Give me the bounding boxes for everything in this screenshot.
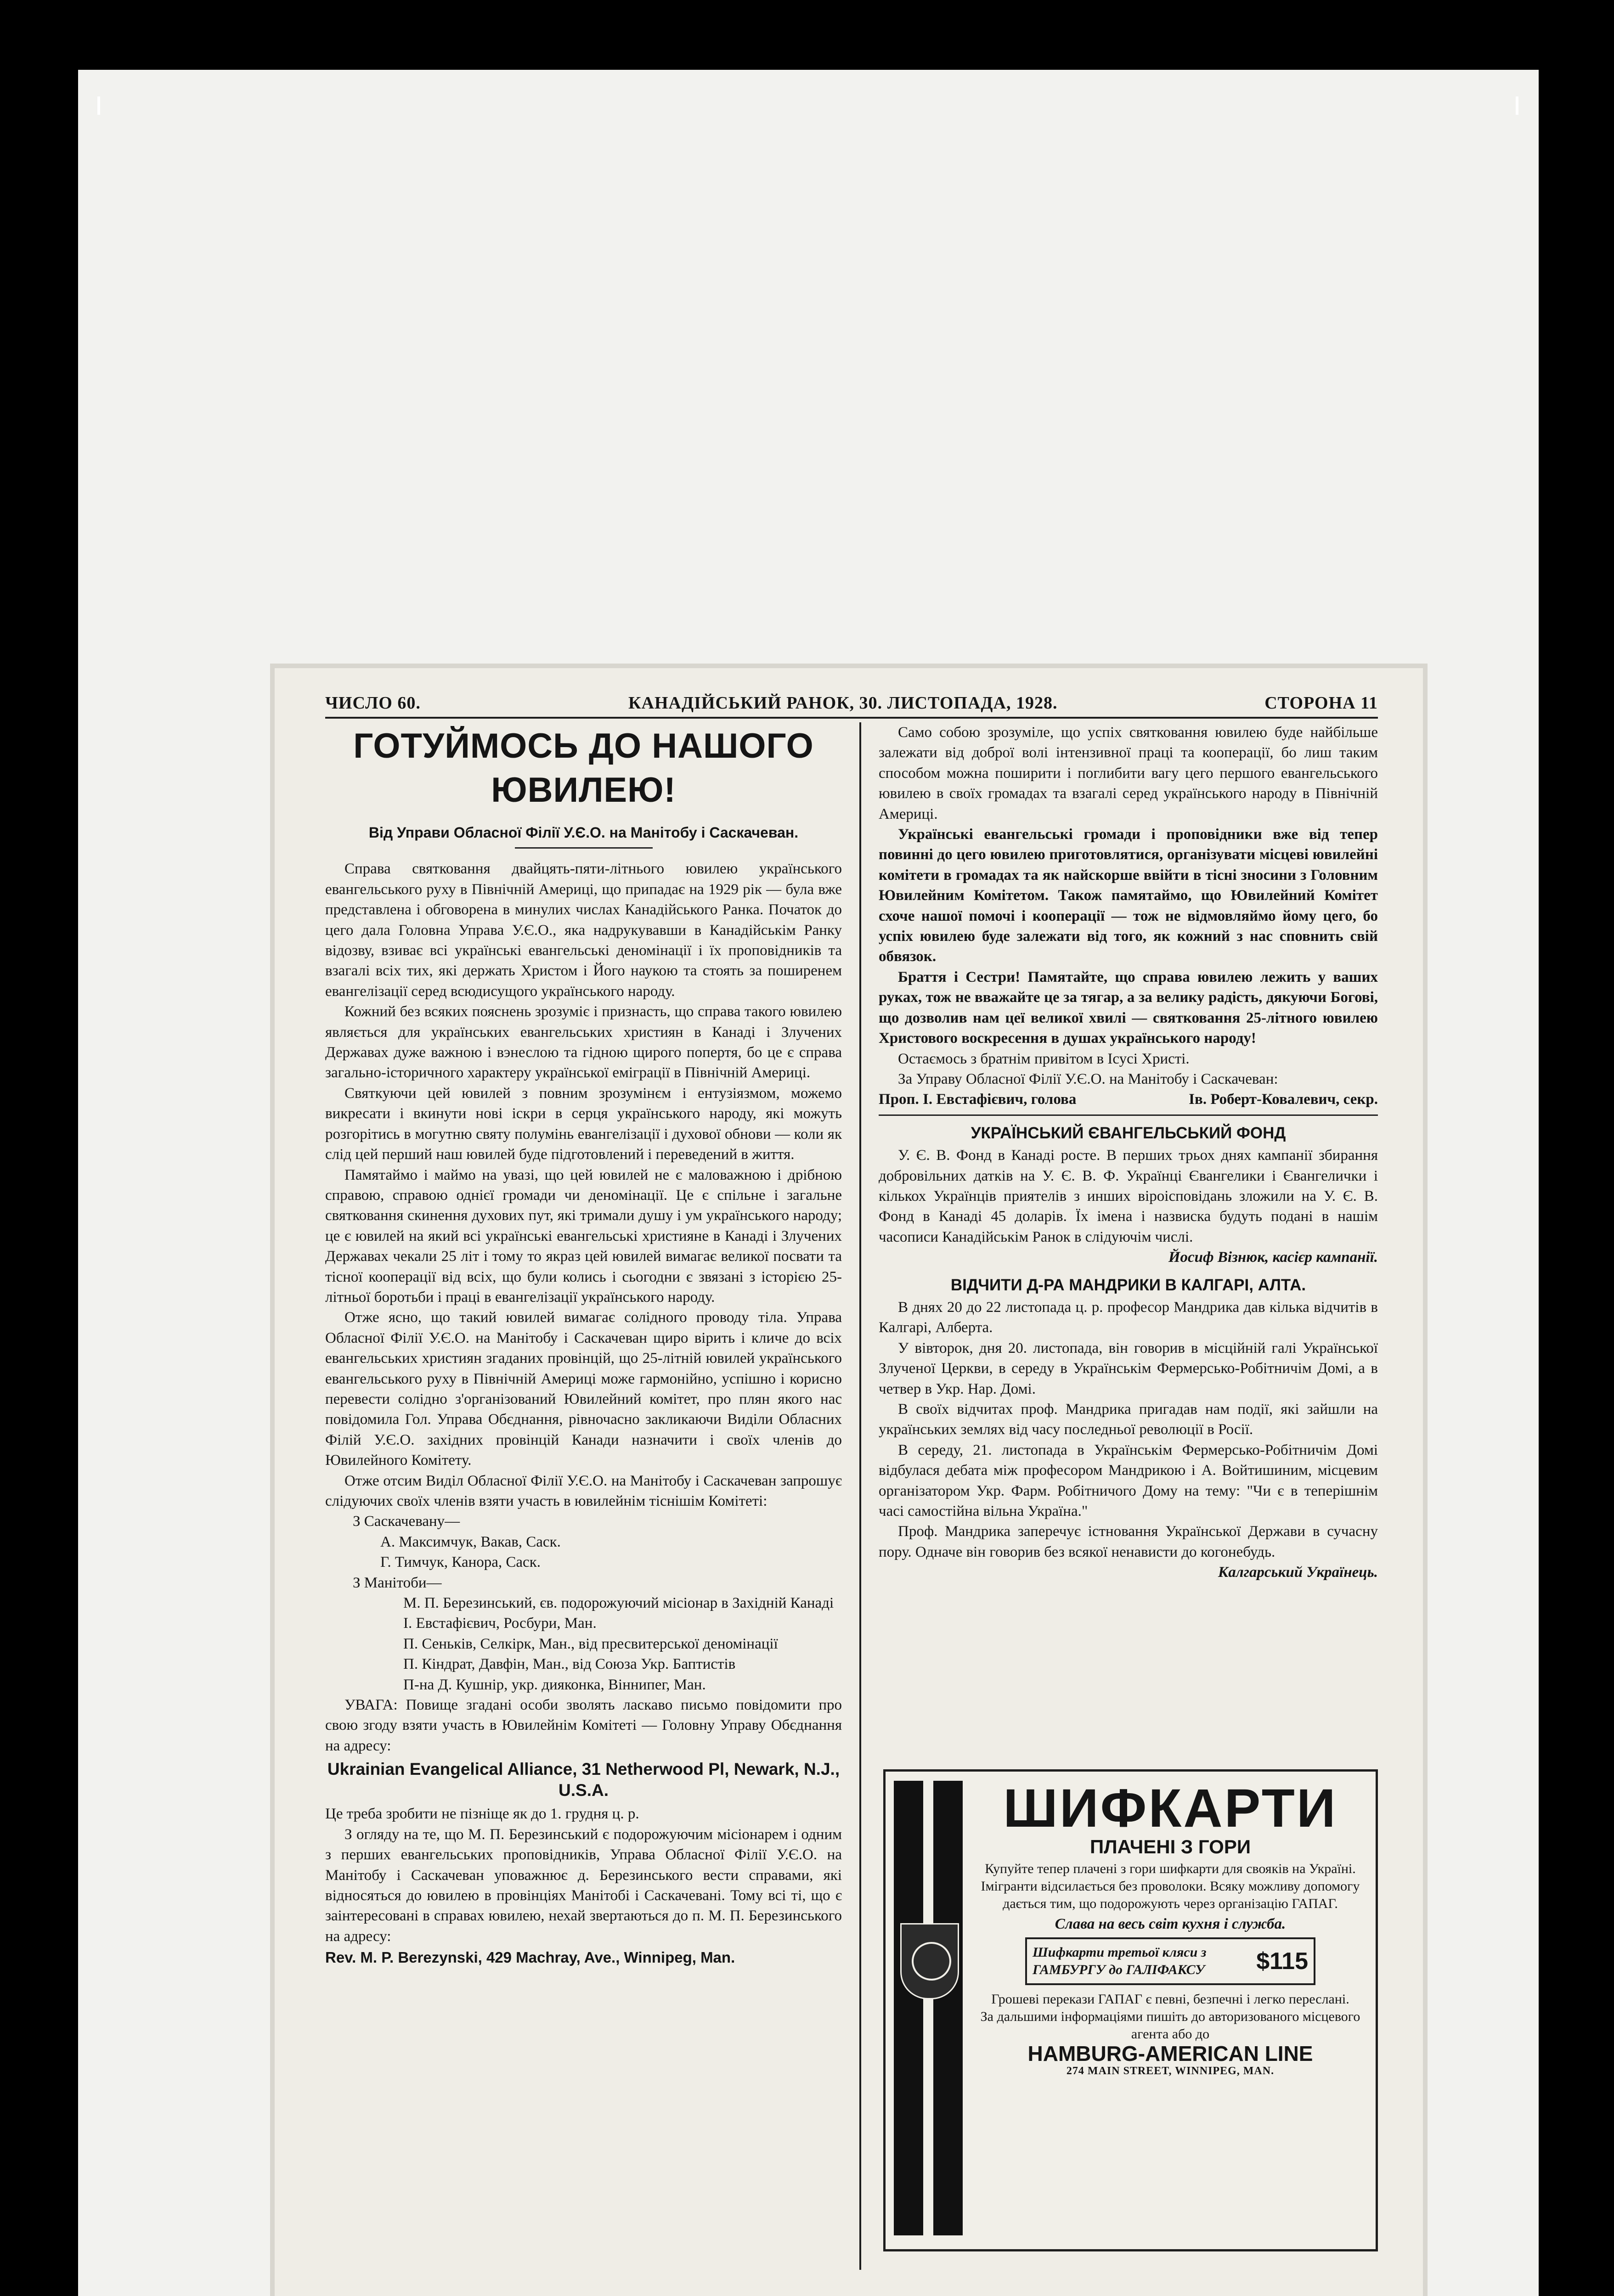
article-paragraph: Кожний без всяких пояснень зрозуміє і признасть, що справа такого ювилею являється для українських евангельських християн в Канаді і Злучених Державах дуже важною і вэнеслою та гідною щирого попертя, бо це є справа загально-історичного характеру української еміграції в Північній Америці.: [325, 1003, 842, 1081]
committee-list: [325, 1511, 842, 1695]
ad-title: ШИФКАРТИ: [1003, 1778, 1337, 1839]
article-paragraph: Остаємось з братнім привітом в Ісусі Христі.: [898, 1050, 1190, 1067]
ad-slogan: Слава на весь світ кухня і служба.: [1055, 1916, 1286, 1932]
article-paragraph: Українські евангельські громади і проповідники вже від тепер повинні до цего ювилею приготовлятися, організувати місцеві ювилейні комітети в громадах та як найскорше ввійти в тісні зносини з Головним Ювилейним Комітетом. Також памятаймо, що Ювилейний Комітет схоче нашої помочі і кооперації — тож не відмовляймо йому цего, бо успіх ювилею буде залежати від того, як кожний з нас сповнить свій обвязок.: [879, 826, 1378, 965]
ad-stripe-gap: [923, 1781, 933, 2235]
shipping-ad: [883, 1769, 1378, 2251]
emblem-ring: [912, 1942, 951, 1981]
article-paragraph: Памятаймо і маймо на увазі, що цей ювилей не є маловажною і дрібною справою, справою однієї громади чи деномінації. Це є спільне і загальне святковання скинення духових пут, які тримали душу і ум українського народу; це є ювилей на який всі українські евангельські християне в Канаді і Злучених Державах чекали 25 літ і тому то якраз цей ювилей вимагає великої посвати та тісної кооперації від всіх, що були колись і сьогодни є звязані з історією 25-літньої боротьби і праці в евангелізації українського народу.: [325, 1166, 842, 1306]
article-paragraph: Справа святковання двайцять-пяти-літнього ювилею українського евангельського руху в Північній Америці, що припадає на 1929 рік — була вже представлена і обговорена в минулих числах Канадійського Ранка. Початок до цего дала Головна Управа У.Є.О., яка надрукувавши в Канадійськім Ранку відозву, взиває всі українські евангельські деномінації і їх проповідників та взагалі всіх тих, які держать Христом і Його наукою та стоять за поширенем евангелізації серед всюдисущого українського народу.: [325, 861, 842, 1000]
scan-mark-top-right: [1516, 96, 1518, 115]
article-paragraph: В середу, 21. листопада в Українськім Фермерсько-Робітничім Домі відбулася дебата між професором Мандрикою і А. Войтишиним, місцевим організатором Укр. Фарм. Робітничого Дому на тему: "Чи є в теперішнім часі самостійна вільна Україна.": [879, 1441, 1378, 1520]
header-rule: [325, 717, 1378, 719]
article-paragraph: Отже ясно, що такий ювилей вимагає солідного проводу тіла. Управа Обласної Філії У.Є.О. на Манітобу і Саскачеван щиро вірить і кличе до всіх евангельських християн згаданих провінцій, що 25-літній ювилей українського евангельського руху в Північній Америці може гармонійно, успішно і корисно перевести солідно з'організований Ювилейний комітет, про плян якого нас повідомила Гол. Управа Обєднання, рівночасно закликаючи Виділи Обласних Філій У.Є.О. західних провінцій Канади назначити і своїх членів до Ювилейного Комітету.: [325, 1309, 842, 1469]
article-paragraph: УВАГА: Повище згадані особи зволять ласкаво письмо повідомити про свою згоду взяти участь в Ювилейнім Комітеті — Головну Управу Обєднання на адресу:: [325, 1697, 842, 1754]
article-paragraph: За Управу Обласної Філії У.Є.О. на Манітобу і Саскачеван:: [898, 1070, 1278, 1087]
ad-company: HAMBURG-AMERICAN LINE: [1027, 2042, 1313, 2065]
list-item: М. П. Березинський, єв. подорожуючий місіонар в Західній Канаді: [403, 1595, 834, 1612]
article-paragraph: З огляду на те, що М. П. Березинський є подорожуючим місіонарем і одним з перших евангельських проповідників, Управа Обласної Філії У.Є.О. на Манітобу і Саскачеван уповажнює д. Березинського вести справами, які відносяться до ювилею в провінціях Манітобі і Саскачевані. Тому всі ті, що є заінтересовані в справах ювилею, нехай звертаються до п. М. П. Березинського на адресу:: [325, 1826, 842, 1945]
article-headline: ГОТУЙМОСЬ ДО НАШОГО ЮВИЛЕЮ!: [353, 726, 814, 810]
list-item: А. Максимчук, Вакав, Саск.: [380, 1533, 561, 1550]
article-paragraph: У вівторок, дня 20. листопада, він говорив в місційній галі Української Злученої Церкви, в середу в Українськім Фермерсько-Робітничім Домі, а в четвер в Укр. Нар. Домі.: [879, 1339, 1378, 1397]
list-item: З Манітоби—: [353, 1574, 442, 1591]
article-paragraph: Проф. Мандрика заперечує істновання Української Держави в сучасну пору. Одначе він говорив без всякої ненависти до когонебудь.: [879, 1523, 1378, 1560]
ad-text: Грошеві перекази ГАПАГ є певні, безпечні і легко переслані.: [991, 1992, 1349, 2007]
ad-street: 274 MAIN STREET, WINNIPEG, MAN.: [1066, 2065, 1275, 2077]
alliance-address: Ukrainian Evangelical Alliance, 31 Netherwood Pl, Newark, N.J., U.S.A.: [327, 1760, 840, 1800]
fund-title: УКРАЇНСЬКИЙ ЄВАНГЕЛЬСЬКИЙ ФОНД: [971, 1124, 1286, 1142]
left-column: [325, 722, 842, 1969]
page-number: СТОРОНА 11: [1264, 693, 1378, 713]
article-paragraph: В своїх відчитах проф. Мандрика пригадав нам події, які зайшли на українських землях від часу последньої революції в Росії.: [879, 1401, 1378, 1438]
page-header: [325, 690, 1378, 718]
list-item: П. Кіндрат, Давфін, Ман., від Союза Укр. Баптистів: [403, 1656, 736, 1673]
article-paragraph: У. Є. В. Фонд в Канаді росте. В перших трьох днях кампанії збирання добровільних датків на У. Є. В. Ф. Українці Євангелики і Євангелички і кількох Українців приятелів з инших віроісповідань зложили на У. Є. В. Фонд в Канаді 45 доларів. Їх імена і назвиска будуть подані в нашім часописи Канадійськім Ранок в слідуючім числі.: [879, 1147, 1378, 1245]
ad-body: [977, 1778, 1363, 2080]
fund-signer: Йосиф Візнюк, касієр кампанії.: [1168, 1249, 1378, 1266]
ad-stripe-decoration: [894, 1781, 963, 2235]
lectures-signer: Калгарський Українець.: [1218, 1564, 1378, 1581]
signer-secretary: Ів. Роберт-Ковалевич, секр.: [1189, 1091, 1378, 1108]
ad-box-text: Шифкарти третьої кляси з ГАМБУРГУ до ГАЛІФАКСУ: [1033, 1945, 1207, 1977]
ad-subtitle: ПЛАЧЕНІ З ГОРИ: [1089, 1836, 1251, 1857]
article-subhead: Від Управи Обласної Філії У.Є.О. на Манітобу і Саскачеван.: [368, 824, 799, 841]
ship-emblem-icon: [900, 1923, 959, 1999]
article-paragraph: В днях 20 до 22 листопада ц. р. професор Мандрика дав кілька відчитів в Калгарі, Алберта.: [879, 1299, 1378, 1336]
list-item: П. Сеньків, Селкірк, Ман., від пресвитерської деномінації: [403, 1635, 778, 1652]
article-paragraph: Браття і Сестри! Памятайте, що справа ювилею лежить у ваших руках, тож не вважайте це за тягар, а за велику радість, дякуючи Богові, що дозволив нам цеї великої хвилі — святковання 25-літного ювилею Христового воскресення в душах українського народу!: [879, 968, 1378, 1047]
newspaper-page: [275, 668, 1423, 2296]
headline-divider: [515, 847, 653, 849]
signer-chair: Проп. І. Евстафієвич, голова: [879, 1091, 1077, 1108]
ad-text: Купуйте тепер плачені з гори шифкарти для свояків на Україні. Імігранти відсилається без проволоки. Всяку можливу допомогу дається тим, що подорожують через організацію ГАПАГ.: [981, 1861, 1360, 1911]
article-paragraph: Святкуючи цей ювилей з повним зрозумінєм і ентузіязмом, можемо викресати і вкинути нові іскри в серця українського народу, які можуть розгорітись в могутню святу полумінь евангелізації і духової обнови — коли як слід цей перший наш ювилей буде підготовлений і переведений в життя.: [325, 1085, 842, 1163]
ad-price: $115: [1256, 1948, 1308, 1975]
masthead-date: КАНАДІЙСЬКИЙ РАНОК, 30. ЛИСТОПАДА, 1928.: [628, 693, 1058, 713]
right-column: [879, 722, 1378, 1583]
column-rule: [859, 722, 861, 2270]
section-divider: [879, 1114, 1378, 1116]
list-item: З Саскачевану—: [353, 1513, 460, 1530]
article-paragraph: Само собою зрозуміле, що успіх святковання ювилею буде найбільше залежати від доброї волі інтензивної праці та кооперації, бо лиш таким способом можна поширити і поглибити вагу цего першого евангельського ювилею в своїх громадах та взагалі серед українського народу в Північній Америці.: [879, 724, 1378, 822]
signatures: [879, 1089, 1378, 1109]
ad-text: За дальшими інформаціями пишіть до авторизованого місцевого агента або до: [980, 2009, 1360, 2042]
list-item: І. Евстафієвич, Росбури, Ман.: [403, 1615, 597, 1632]
scan-mark-top-left: [97, 96, 100, 115]
missionary-address: Rev. M. P. Berezynski, 429 Machray, Ave., Winnipeg, Man.: [325, 1949, 735, 1966]
ad-price-box: [1025, 1937, 1315, 1985]
article-paragraph: Отже отсим Виділ Обласної Філії У.Є.О. на Манітобу і Саскачеван запрошує слідуючих своїх членів взяти участь в ювилейнім тіснішім Комітеті:: [325, 1472, 842, 1509]
lectures-title: ВІДЧИТИ Д-РА МАНДРИКИ В КАЛГАРІ, АЛТА.: [950, 1276, 1306, 1294]
list-item: П-на Д. Кушнір, укр. дияконка, Віннипег, Ман.: [403, 1676, 706, 1693]
article-paragraph: Це треба зробити не пізніще як до 1. грудня ц. р.: [325, 1806, 639, 1823]
issue-number: ЧИСЛО 60.: [325, 693, 421, 713]
list-item: Г. Тимчук, Канора, Саск.: [380, 1554, 541, 1571]
